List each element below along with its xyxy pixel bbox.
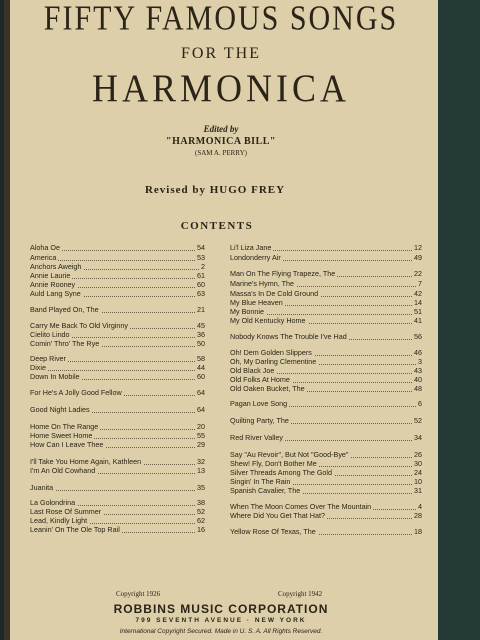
page-number: 26 — [414, 450, 422, 459]
contents-entry — [30, 405, 205, 415]
page-number: 62 — [197, 516, 205, 525]
page-number: 60 — [197, 372, 205, 381]
contents-entry — [230, 486, 422, 496]
page-number: 4 — [418, 502, 422, 511]
song-title: Anchors Aweigh — [30, 262, 82, 271]
page-number: 46 — [414, 348, 422, 357]
song-title: Nobody Knows The Trouble I've Had — [230, 332, 347, 341]
song-title: Comin' Thro' The Rye — [30, 339, 100, 348]
song-title: Man On The Flying Trapeze, The — [230, 269, 336, 278]
song-title: For He's A Jolly Good Fellow — [30, 388, 122, 397]
page-number: 42 — [414, 289, 422, 298]
contents-entry — [30, 289, 205, 299]
dot-leader — [30, 490, 205, 491]
page-number: 29 — [197, 440, 205, 449]
song-title: Leanin' On The Ole Top Rail — [30, 525, 120, 534]
page-number: 36 — [197, 330, 205, 339]
song-title: Spanish Cavalier, The — [230, 486, 301, 495]
page-number: 41 — [414, 316, 422, 325]
page-number: 60 — [197, 280, 205, 289]
page-number: 52 — [197, 507, 205, 516]
song-title: Last Rose Of Summer — [30, 507, 102, 516]
background-edge — [438, 0, 480, 640]
contents-entry — [230, 511, 422, 521]
song-title: Annie Laurie — [30, 271, 71, 280]
contents-entry — [230, 416, 422, 426]
contents-entry — [30, 388, 205, 398]
page-number: 61 — [197, 271, 205, 280]
publisher-name: ROBBINS MUSIC CORPORATION — [113, 602, 329, 616]
song-title: Oh, My Darling Clementine — [230, 357, 317, 366]
song-title: Good Night Ladies — [30, 405, 90, 414]
song-title: Old Black Joe — [230, 366, 275, 375]
song-title: Say "Au Revoir", But Not "Good-Bye" — [230, 450, 349, 459]
song-title: Shew! Fly, Don't Bother Me — [230, 459, 317, 468]
page-number: 49 — [414, 253, 422, 262]
page-number: 50 — [197, 339, 205, 348]
page-number: 44 — [197, 363, 205, 372]
page-number: 6 — [418, 399, 422, 408]
dot-leader — [30, 370, 205, 371]
page-number: 58 — [197, 354, 205, 363]
song-title: Home On The Range — [30, 422, 99, 431]
song-title: Singin' In The Rain — [230, 477, 291, 486]
song-title: My Blue Heaven — [230, 298, 283, 307]
song-title: Where Did You Get That Hat? — [230, 511, 325, 520]
page-number: 34 — [414, 433, 422, 442]
page-number: 7 — [418, 279, 422, 288]
publisher-address: 799 SEVENTH AVENUE · NEW YORK — [135, 617, 307, 624]
page-number: 32 — [197, 457, 205, 466]
song-title: Home Sweet Home — [30, 431, 93, 440]
song-title: Red River Valley — [230, 433, 283, 442]
page-number: 18 — [414, 527, 422, 536]
contents-entry — [230, 384, 422, 394]
page-number: 12 — [414, 243, 422, 252]
edited-by-label: Edited by — [203, 124, 239, 134]
page-number: 64 — [197, 388, 205, 397]
page-number: 30 — [414, 459, 422, 468]
page-number: 24 — [414, 468, 422, 477]
song-title: How Can I Leave Thee — [30, 440, 104, 449]
page-number: 13 — [197, 466, 205, 475]
contents-entry — [30, 483, 205, 493]
page-number: 16 — [197, 525, 205, 534]
page-number: 38 — [197, 498, 205, 507]
contents-entry — [230, 279, 422, 289]
contents-entry — [230, 243, 422, 253]
page-number: 56 — [414, 332, 422, 341]
page-number: 63 — [197, 289, 205, 298]
page-number: 10 — [414, 477, 422, 486]
page-number: 54 — [197, 243, 205, 252]
revised-by: Revised by HUGO FREY — [144, 184, 286, 196]
song-title: Massa's In De Cold Ground — [230, 289, 319, 298]
contents-entry — [30, 243, 205, 253]
contents-entry — [30, 372, 205, 382]
page-number: 64 — [197, 405, 205, 414]
copyright-1942: Copyright 1942 — [278, 590, 323, 598]
page-number: 2 — [201, 262, 205, 271]
page-number: 14 — [414, 298, 422, 307]
song-title: Old Oaken Bucket, The — [230, 384, 305, 393]
contents-entry — [30, 466, 205, 476]
book-title-for: FOR THE — [181, 45, 261, 62]
song-title: Cielito Lindo — [30, 330, 70, 339]
song-title: Deep River — [30, 354, 66, 363]
contents-entry — [30, 305, 205, 315]
contents-entry — [230, 399, 422, 409]
song-title: Pagan Love Song — [230, 399, 288, 408]
song-title: Carry Me Back To Old Virginny — [30, 321, 128, 330]
contents-heading: CONTENTS — [180, 220, 254, 232]
song-book-page — [4, 0, 438, 640]
song-title: Auld Lang Syne — [30, 289, 81, 298]
page-number: 55 — [197, 431, 205, 440]
editor-name: "HARMONICA BILL" — [166, 136, 276, 147]
page-number: 35 — [197, 483, 205, 492]
song-title: Silver Threads Among The Gold — [230, 468, 333, 477]
editor-real-name: (SAM A. PERRY) — [195, 149, 247, 157]
contents-entry — [230, 433, 422, 443]
song-title: Old Folks At Home — [230, 375, 290, 384]
song-title: Oh! Dem Golden Slippers — [230, 348, 312, 357]
song-title: Band Played On, The — [30, 305, 99, 314]
page-number: 40 — [414, 375, 422, 384]
song-title: Juanita — [30, 483, 54, 492]
song-title: I'm An Old Cowhand — [30, 466, 96, 475]
song-title: When The Moon Comes Over The Mountain — [230, 502, 372, 511]
song-title: Londonderry Air — [230, 253, 281, 262]
page-number: 52 — [414, 416, 422, 425]
book-title: FIFTY FAMOUS SONGS — [43, 0, 399, 38]
song-title: Aloha Oe — [30, 243, 60, 252]
contents-entry — [230, 253, 422, 263]
contents-entry — [230, 527, 422, 537]
song-title: My Old Kentucky Home — [230, 316, 306, 325]
song-title: Quilting Party, The — [230, 416, 289, 425]
page-number: 43 — [414, 366, 422, 375]
song-title: Li'l Liza Jane — [230, 243, 272, 252]
page-number: 22 — [414, 269, 422, 278]
legal-notice: International Copyright Secured. Made in U. S. A. All Rights Reserved. — [119, 628, 323, 635]
contents-entry — [230, 316, 422, 326]
page-number: 3 — [418, 357, 422, 366]
song-title: I'll Take You Home Again, Kathleen — [30, 457, 142, 466]
song-title: Dixie — [30, 363, 46, 372]
contents-entry — [30, 440, 205, 450]
copyright-1926: Copyright 1926 — [116, 590, 161, 598]
song-title: Marine's Hymn, The — [230, 279, 294, 288]
contents-entry — [30, 525, 205, 535]
song-title: Lead, Kindly Light — [30, 516, 88, 525]
page-number: 53 — [197, 253, 205, 262]
page-number: 45 — [197, 321, 205, 330]
song-title: La Golondrina — [30, 498, 76, 507]
page-number: 28 — [414, 511, 422, 520]
song-title: America — [30, 253, 57, 262]
page-number: 31 — [414, 486, 422, 495]
song-title: My Bonnie — [230, 307, 264, 316]
page-number: 20 — [197, 422, 205, 431]
song-title: Annie Rooney — [30, 280, 76, 289]
page-number: 21 — [197, 305, 205, 314]
book-title-harmonica: HARMONICA — [91, 66, 350, 110]
contents-entry — [30, 339, 205, 349]
song-title: Yellow Rose Of Texas, The — [230, 527, 316, 536]
contents-entry — [230, 332, 422, 342]
song-title: Down In Mobile — [30, 372, 80, 381]
contents-entry — [230, 269, 422, 279]
page-number: 48 — [414, 384, 422, 393]
page-number: 51 — [414, 307, 422, 316]
